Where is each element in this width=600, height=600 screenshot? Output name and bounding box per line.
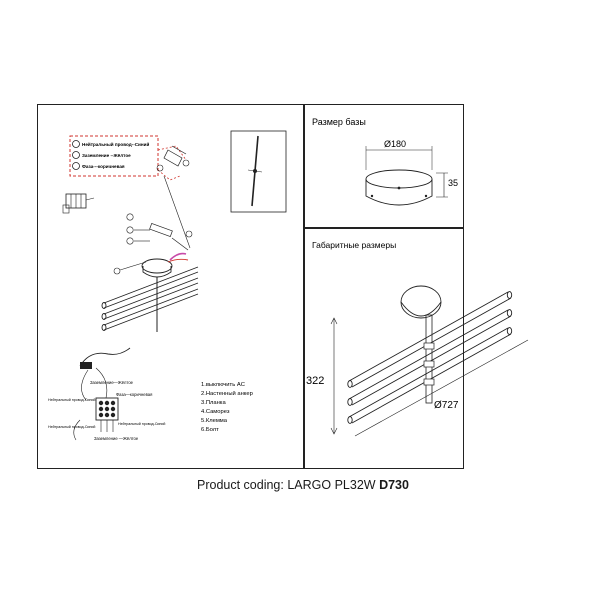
part-callout-icon [114,268,120,274]
wiring-leader-line [158,170,180,180]
terminal-wiring-diagram [48,348,165,441]
input-plug [80,362,92,369]
canopy [142,259,172,273]
connector-sketch [157,146,189,171]
base-size-title: Размер базы [312,117,366,127]
wiring-ground-text: Заземление --Жёлтое [82,153,131,158]
terminal-neutral-right-text: Нейтральный провод-Синий [118,422,166,426]
phase-marker-icon [73,163,80,170]
part-callout-icon [127,238,133,244]
product-name: LARGO PL32W [287,478,376,492]
overall-size-panel [304,228,464,469]
parts-legend-item: 5.Клемма [201,418,228,424]
parts-legend-item: 4.Саморез [201,409,230,415]
overall-height-value: 322 [306,375,325,387]
product-code: D730 [379,478,409,492]
rod-detail-box [231,131,286,212]
overall-width-value: Ø727 [434,400,459,411]
parts-legend-item: 2.Настенный анкер [201,391,253,397]
lamp-install-view [102,254,198,332]
terminal-phase-text: Фаза—коричневая [116,392,153,397]
base-diameter-value: Ø180 [384,139,407,149]
neutral-marker-icon [73,141,80,148]
parts-legend [201,382,253,433]
terminal-neutral-left-text-2: Нейтральный провод-Синий [48,425,96,429]
wiring-info-box [70,136,186,180]
terminal-ground-top-text: Заземление—Жёлтое [90,380,133,385]
part-callout-icon [186,231,192,237]
part-callout-icon [127,214,133,220]
ground-marker-icon [73,152,80,159]
base-size-panel [304,104,464,228]
wiring-phase-text: Фаза---коричневая [82,164,125,169]
product-coding-label: Product coding: [197,478,284,492]
base-height-value: 35 [448,178,459,188]
part-callout-icon [127,227,133,233]
parts-legend-item: 6.Болт [201,427,219,433]
parts-legend-item: 1.выключить AC [201,382,245,388]
wiring-neutral-text: Нейтральный провод--Синий [82,142,150,147]
parts-legend-item: 3.Планка [201,400,226,406]
terminal-block-icon [63,194,94,213]
product-coding [197,478,409,492]
terminal-ground-bottom-text: Заземление —Жёлтое [94,436,139,441]
overall-size-title: Габаритные размеры [312,240,397,250]
terminal-neutral-left-text: Нейтральный провод-Синий [48,398,96,402]
